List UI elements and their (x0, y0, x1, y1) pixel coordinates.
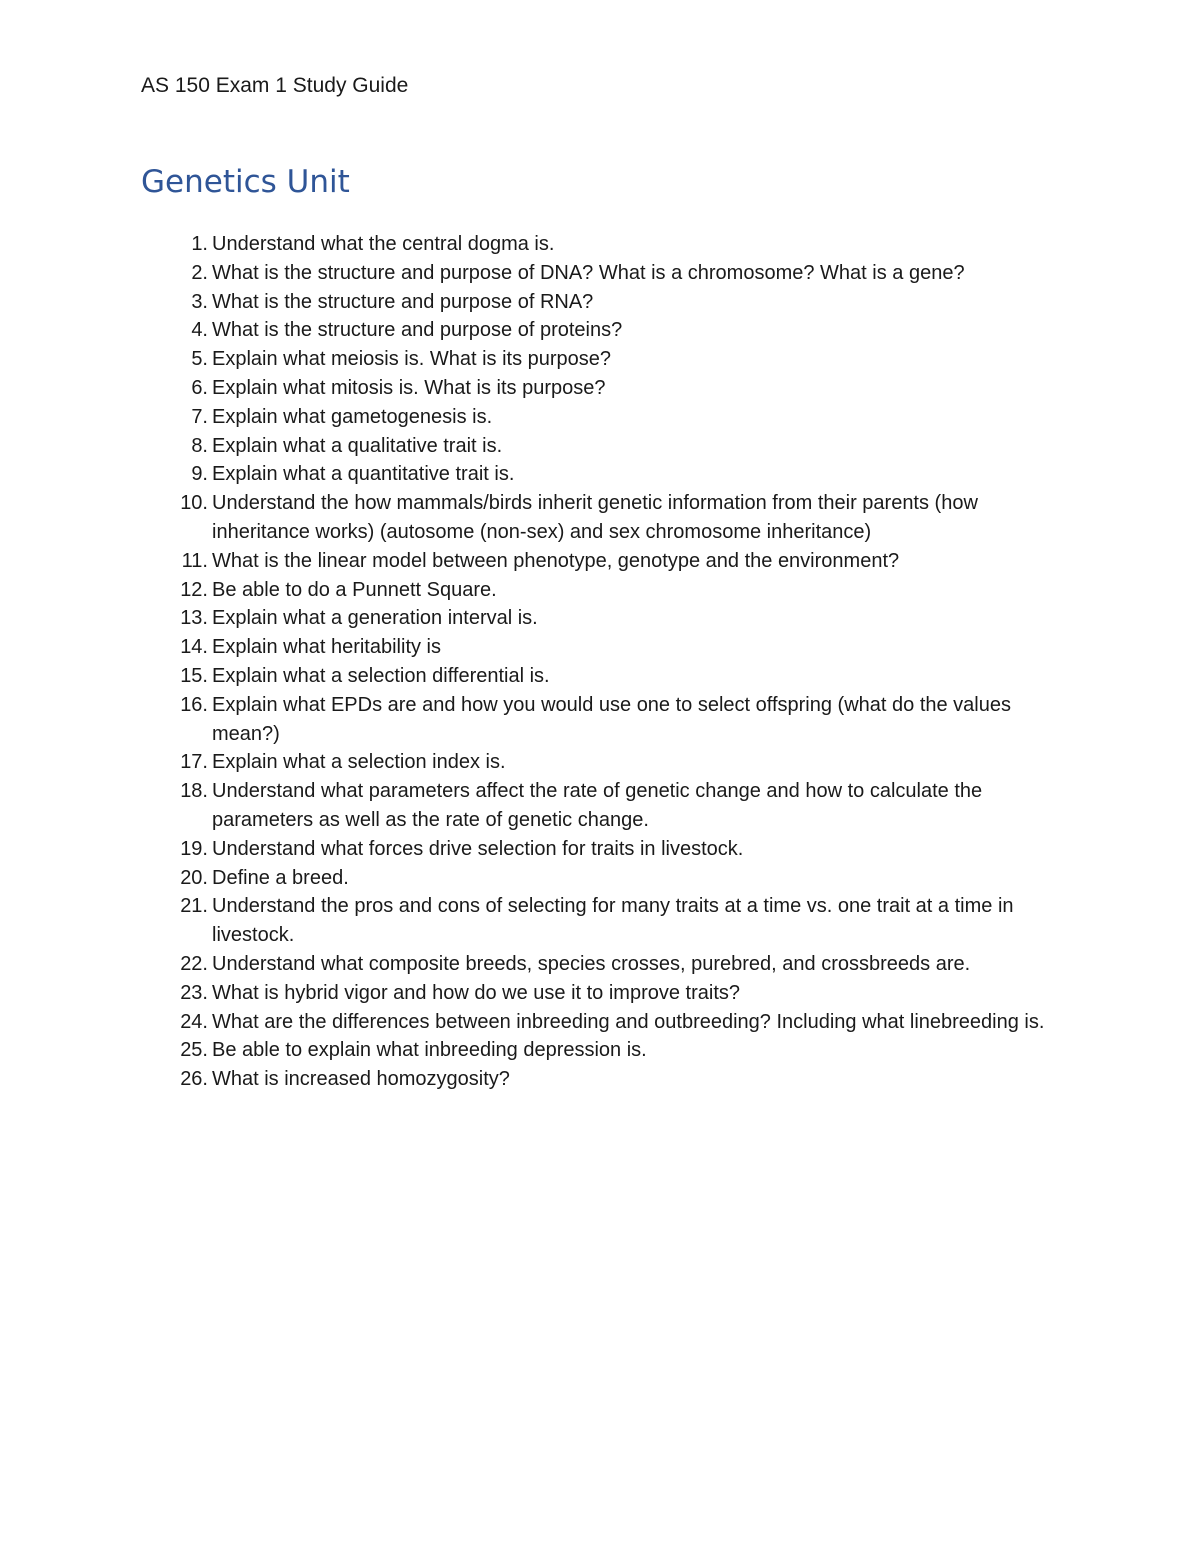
list-item-text: What is increased homozygosity? (212, 1068, 510, 1091)
list-item-number: 2. (191, 261, 208, 284)
list-item (141, 230, 1071, 259)
list-item-number: 18. (180, 780, 208, 803)
list-item (141, 316, 1071, 345)
list-item (141, 979, 1071, 1008)
list-item-text: Explain what gametogenesis is. (212, 405, 493, 428)
list-item (141, 547, 1071, 576)
list-item-number: 21. (180, 895, 208, 918)
list-item-text: Understand what the central dogma is. (212, 233, 555, 255)
list-item-text: What is the structure and purpose of proteins? (212, 319, 623, 342)
list-item-text: Understand what forces drive selection for traits in livestock. (212, 837, 744, 860)
list-item (141, 288, 1071, 317)
list-item (141, 835, 1071, 864)
list-item-text: Explain what a generation interval is. (212, 607, 538, 630)
list-item (141, 432, 1071, 461)
list-item (141, 489, 1071, 547)
list-item-number: 17. (180, 751, 208, 774)
list-item (141, 259, 1071, 288)
list-item-number: 22. (180, 952, 208, 975)
list-item (141, 604, 1071, 633)
list-item (141, 1065, 1071, 1094)
list-item-number: 8. (191, 434, 208, 457)
list-item-text: What is the structure and purpose of RNA? (212, 290, 594, 313)
list-item-number: 13. (180, 607, 208, 630)
list-item (141, 748, 1071, 777)
list-item (141, 662, 1071, 691)
list-item-text: Explain what a selection index is. (212, 751, 506, 774)
list-item (141, 374, 1071, 403)
list-item-text: What are the differences between inbreeding and outbreeding? Including what linebreeding is. (212, 1010, 1045, 1033)
list-item-text: Be able to do a Punnett Square. (212, 578, 497, 601)
list-item (141, 403, 1071, 432)
list-item-text: Understand the pros and cons of selecting for many traits at a time vs. one trait at a time in livestock. (212, 895, 1014, 947)
list-item-number: 15. (180, 664, 208, 687)
list-item-text: Understand the how mammals/birds inherit genetic information from their parents (how inheritance works) (autosome (non-sex) and sex chromosome inheritance) (212, 492, 978, 543)
list-item-text: Define a breed. (212, 866, 349, 889)
list-item-text: What is the structure and purpose of DNA? What is a chromosome? What is a gene? (212, 261, 965, 284)
list-item (141, 345, 1071, 374)
list-item-text: Explain what a quantitative trait is. (212, 463, 515, 486)
list-item-number: 24. (180, 1010, 208, 1033)
list-item-number: 16. (180, 693, 208, 716)
list-item-number: 6. (191, 376, 208, 399)
list-item-number: 19. (180, 837, 208, 860)
list-item-number: 9. (191, 463, 208, 486)
list-item-text: Be able to explain what inbreeding depression is. (212, 1039, 647, 1062)
list-item-text: What is hybrid vigor and how do we use it to improve traits? (212, 981, 741, 1004)
list-item (141, 777, 1071, 835)
list-item-text: Explain what a qualitative trait is. (212, 434, 503, 457)
question-list (141, 230, 1071, 1094)
list-item-number: 7. (191, 405, 208, 428)
list-item (141, 864, 1071, 893)
list-item-text: Explain what meiosis is. What is its purpose? (212, 348, 612, 371)
list-item-number: 20. (180, 866, 208, 889)
list-item-number: 23. (180, 981, 208, 1004)
list-item (141, 1036, 1071, 1065)
list-item-text: What is the linear model between phenotype, genotype and the environment? (212, 549, 900, 572)
list-item-text: Explain what mitosis is. What is its purpose? (212, 376, 606, 399)
list-item (141, 1008, 1071, 1037)
list-item-number: 4. (191, 319, 208, 342)
section-heading: Genetics Unit (141, 164, 350, 200)
list-item (141, 576, 1071, 605)
list-item-text: Explain what EPDs are and how you would use one to select offspring (what do the values mean?) (212, 693, 1011, 745)
list-item (141, 950, 1071, 979)
list-item (141, 460, 1071, 489)
list-item-text: Explain what heritability is (212, 636, 441, 659)
list-item-number: 26. (180, 1068, 208, 1091)
list-item-number: 11. (181, 549, 208, 572)
list-item-number: 5. (191, 348, 208, 371)
list-item (141, 633, 1071, 662)
list-item-text: Understand what parameters affect the rate of genetic change and how to calculate the parameters as well as the rate of genetic change. (212, 780, 983, 831)
list-item-text: Explain what a selection differential is. (212, 664, 550, 687)
list-item (141, 892, 1071, 950)
list-item-number: 25. (180, 1039, 208, 1062)
list-item-number: 10. (180, 492, 208, 515)
list-item (141, 691, 1071, 749)
list-item-number: 1. (191, 233, 208, 255)
list-item-number: 14. (180, 636, 208, 659)
list-item-text: Understand what composite breeds, species crosses, purebred, and crossbreeds are. (212, 952, 971, 975)
list-item-number: 3. (191, 290, 208, 313)
list-item-number: 12. (180, 578, 208, 601)
document-title: AS 150 Exam 1 Study Guide (141, 74, 409, 97)
